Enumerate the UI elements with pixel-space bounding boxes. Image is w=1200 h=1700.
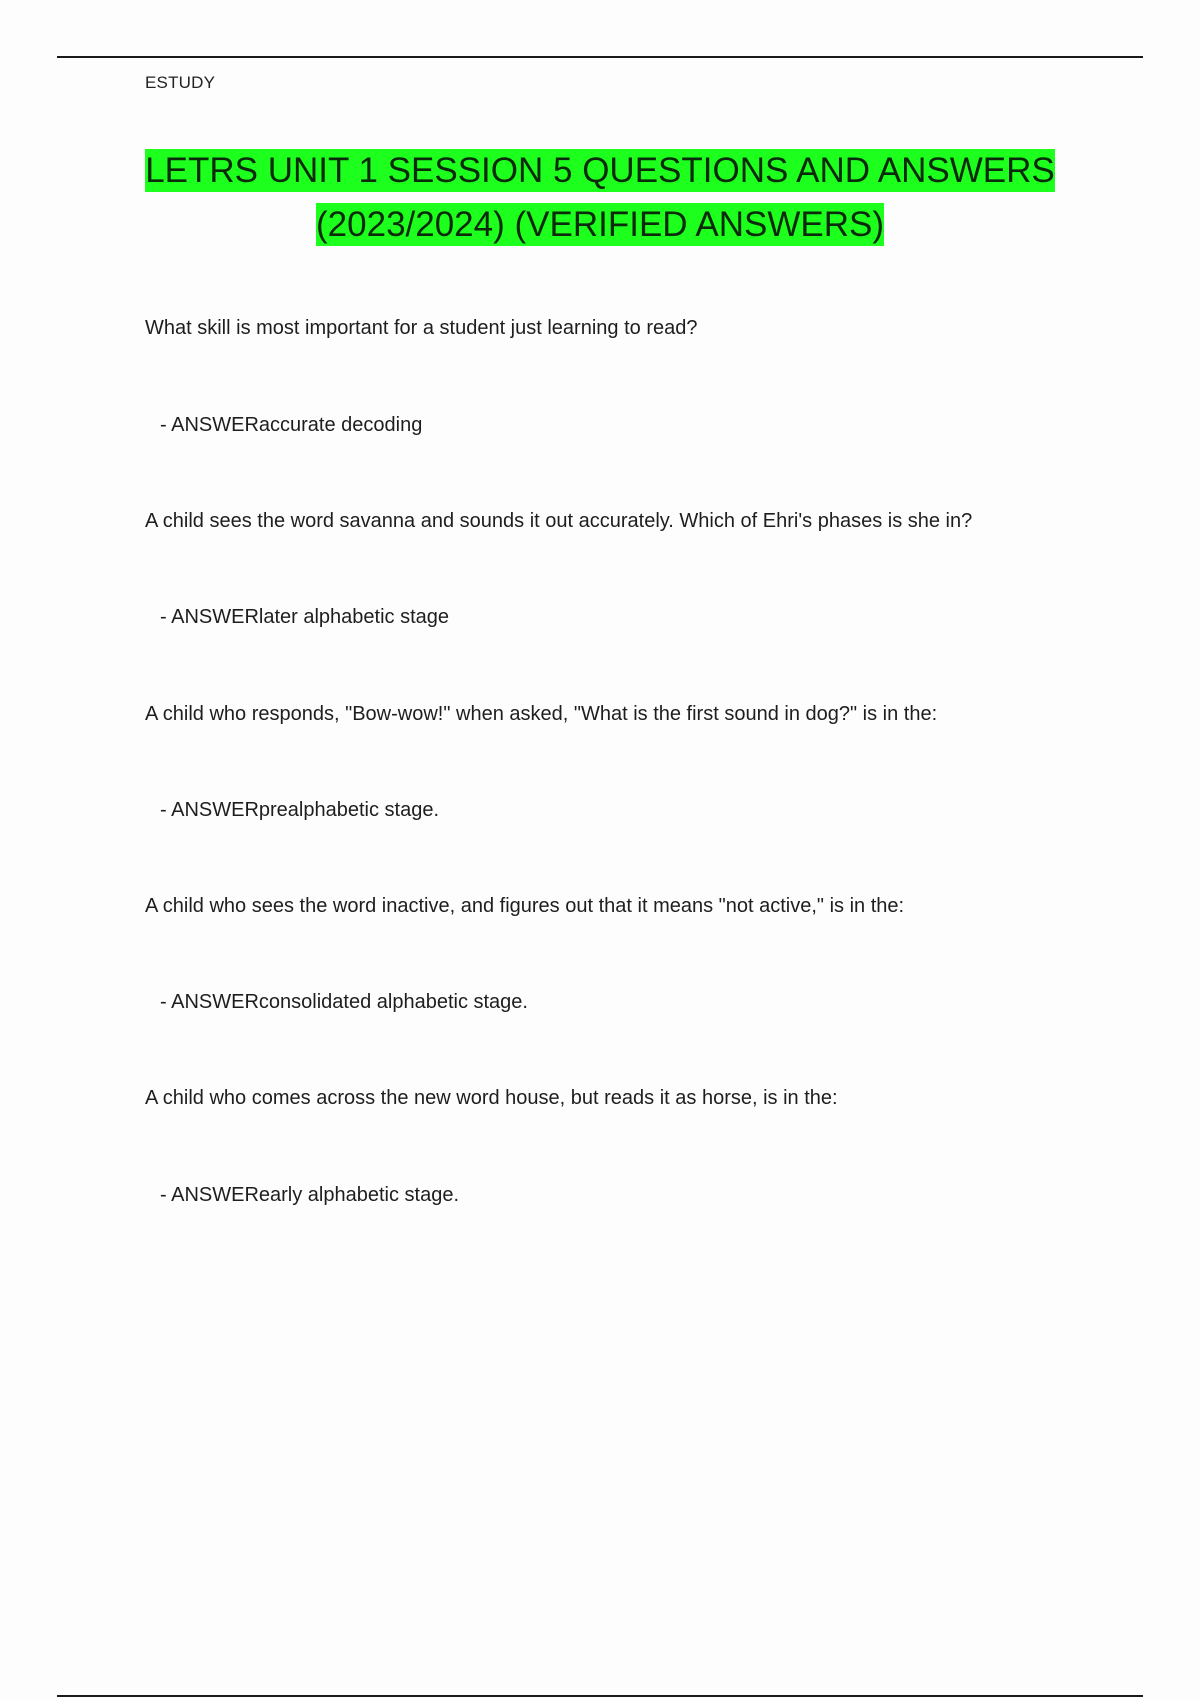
header-label: ESTUDY: [145, 73, 216, 92]
header-rule: [57, 56, 1143, 58]
title-line-1: LETRS UNIT 1 SESSION 5 QUESTIONS AND ANSWERS: [145, 151, 1055, 190]
document-title: [60, 144, 1140, 252]
answer-text: - ANSWERearly alphabetic stage.: [160, 1184, 460, 1206]
question-text: A child who responds, "Bow-wow!" when asked, "What is the first sound in dog?" is in the:: [145, 703, 938, 725]
question-text: A child who comes across the new word house, but reads it as horse, is in the:: [145, 1087, 838, 1109]
question-text: A child sees the word savanna and sounds it out accurately. Which of Ehri's phases is she in?: [145, 510, 973, 532]
title-line-2: (2023/2024) (VERIFIED ANSWERS): [316, 205, 884, 244]
question-text: What skill is most important for a student just learning to read?: [145, 317, 698, 339]
answer-text: - ANSWERaccurate decoding: [160, 414, 423, 436]
answer-text: - ANSWERprealphabetic stage.: [160, 799, 440, 821]
answer-text: - ANSWERconsolidated alphabetic stage.: [160, 991, 528, 1013]
title-highlight: [145, 149, 1055, 246]
question-text: A child who sees the word inactive, and figures out that it means "not active," is in the:: [145, 895, 905, 917]
footer-rule: [57, 1695, 1143, 1697]
answer-text: - ANSWERlater alphabetic stage: [160, 606, 450, 628]
